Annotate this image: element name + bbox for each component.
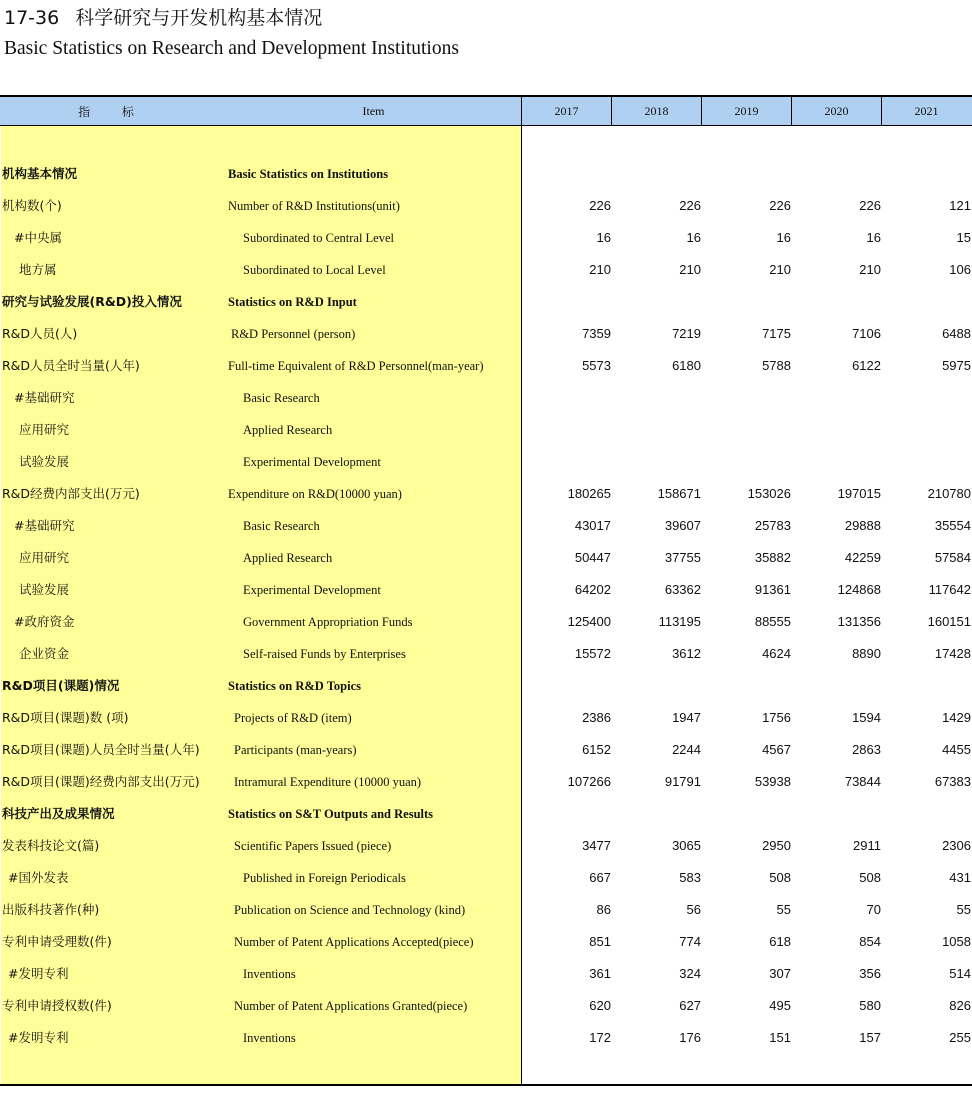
table-row	[0, 574, 972, 606]
value-cell-2018	[611, 158, 701, 190]
value-cell-2019	[701, 158, 791, 190]
item-en: Basic Statistics on Institutions	[228, 167, 389, 181]
table-row	[0, 798, 972, 830]
item-en: Participants (man-years)	[234, 743, 357, 757]
indicator-cn: 发表科技论文(篇)	[2, 838, 100, 853]
value-cell-2021	[881, 670, 971, 702]
value-cell-2021: 6488	[942, 326, 971, 341]
value-cell-2019: 55	[776, 902, 791, 917]
value-cell-2021	[881, 414, 971, 446]
value-cell-2020	[791, 414, 881, 446]
value-cell-2019: 16	[776, 230, 791, 245]
header-year-2018: 2018	[611, 97, 701, 125]
value-cell-2017: 7359	[582, 326, 611, 341]
value-cell-2018: 210	[679, 262, 701, 277]
value-cell-2017: 2386	[582, 710, 611, 725]
item-en: Number of R&D Institutions(unit)	[228, 199, 400, 213]
value-cell-2019: 35882	[754, 550, 791, 565]
item-en: Statistics on R&D Input	[228, 295, 357, 309]
value-cell-2021: 67383	[934, 774, 971, 789]
item-en: Publication on Science and Technology (kind)	[234, 903, 466, 917]
value-cell-2021: 55	[956, 902, 971, 917]
value-cell-2017	[521, 158, 611, 190]
value-cell-2017: 16	[596, 230, 611, 245]
value-cell-2019: 25783	[754, 518, 791, 533]
value-cell-2017: 210	[589, 262, 611, 277]
value-cell-2019	[701, 446, 791, 478]
indicator-cn: R&D项目(课题)人员全时当量(人年)	[2, 742, 200, 757]
indicator-cn: R&D项目(课题)经费内部支出(万元)	[2, 774, 200, 789]
value-cell-2017: 620	[589, 998, 611, 1013]
value-cell-2019: 88555	[754, 614, 791, 629]
indicator-cn: 专利申请受理数(件)	[2, 934, 112, 949]
value-cell-2020: 356	[859, 966, 881, 981]
value-cell-2020: 226	[859, 198, 881, 213]
value-cell-2018: 583	[679, 870, 701, 885]
value-cell-2019	[701, 286, 791, 318]
indicator-cn: 科技产出及成果情况	[2, 806, 115, 821]
table-row	[0, 638, 972, 670]
table-row	[0, 222, 972, 254]
item-en: Inventions	[243, 1031, 296, 1045]
indicator-cn: R&D项目(课题)数 (项)	[2, 710, 129, 725]
value-cell-2017: 180265	[567, 486, 611, 501]
value-cell-2018: 176	[679, 1030, 701, 1045]
value-cell-2020: 70	[866, 902, 881, 917]
value-cell-2018: 158671	[657, 486, 701, 501]
value-cell-2018	[611, 798, 701, 830]
value-cell-2021: 117642	[928, 582, 971, 597]
item-en: Number of Patent Applications Granted(piece)	[234, 999, 468, 1013]
value-cell-2019: 4624	[762, 646, 791, 661]
value-cell-2019: 53938	[754, 774, 791, 789]
value-cell-2019	[701, 670, 791, 702]
value-cell-2018: 37755	[664, 550, 701, 565]
indicator-cn: #国外发表	[8, 870, 69, 885]
value-cell-2018: 1947	[672, 710, 701, 725]
value-cell-2021	[881, 382, 971, 414]
item-en: Statistics on R&D Topics	[228, 679, 362, 693]
item-en: Inventions	[243, 967, 296, 981]
indicator-cn: 企业资金	[19, 646, 70, 661]
table-row	[0, 734, 972, 766]
value-cell-2019: 495	[769, 998, 791, 1013]
value-cell-2018: 16	[686, 230, 701, 245]
value-cell-2021: 5975	[942, 358, 971, 373]
header-indicator: 指 标	[78, 104, 148, 119]
item-en: Published in Foreign Periodicals	[243, 871, 406, 885]
value-cell-2020: 29888	[844, 518, 881, 533]
value-cell-2017: 226	[589, 198, 611, 213]
table-header-rule	[0, 125, 972, 126]
value-cell-2019: 151	[769, 1030, 791, 1045]
indicator-cn: R&D人员全时当量(人年)	[2, 358, 140, 373]
table-title-cn-text: 科学研究与开发机构基本情况	[75, 7, 323, 29]
value-cell-2021: 15	[956, 230, 971, 245]
table-row	[0, 254, 972, 286]
value-cell-2018: 226	[679, 198, 701, 213]
item-en: Scientific Papers Issued (piece)	[234, 839, 392, 853]
value-cell-2017	[521, 798, 611, 830]
indicator-cn: #政府资金	[14, 614, 75, 629]
item-en: Subordinated to Central Level	[243, 231, 395, 245]
table-row	[0, 894, 972, 926]
value-cell-2017: 6152	[582, 742, 611, 757]
indicator-cn: 专利申请授权数(件)	[2, 998, 112, 1013]
value-cell-2020: 8890	[852, 646, 881, 661]
value-cell-2018	[611, 414, 701, 446]
item-en: Experimental Development	[243, 583, 381, 597]
value-cell-2020: 124868	[837, 582, 881, 597]
value-cell-2018: 7219	[672, 326, 701, 341]
value-cell-2020	[791, 798, 881, 830]
value-cell-2020	[791, 158, 881, 190]
value-cell-2018: 2244	[672, 742, 701, 757]
indicator-cn: R&D项目(课题)情况	[2, 678, 120, 693]
value-cell-2019	[701, 382, 791, 414]
value-cell-2020	[791, 382, 881, 414]
value-cell-2017	[521, 286, 611, 318]
value-cell-2018: 3612	[672, 646, 701, 661]
value-cell-2021: 35554	[934, 518, 971, 533]
value-cell-2017: 125400	[567, 614, 611, 629]
item-en: Applied Research	[243, 551, 333, 565]
value-cell-2021: 1429	[942, 710, 971, 725]
value-cell-2021: 160151	[927, 614, 971, 629]
indicator-cn: 机构数(个)	[2, 198, 62, 213]
table-row	[0, 286, 972, 318]
value-cell-2017	[521, 414, 611, 446]
value-cell-2017: 107266	[567, 774, 611, 789]
table-row	[0, 702, 972, 734]
item-en: Number of Patent Applications Accepted(piece)	[234, 935, 474, 949]
indicator-cn: #基础研究	[14, 390, 75, 405]
value-cell-2017: 3477	[582, 838, 611, 853]
value-cell-2020: 580	[859, 998, 881, 1013]
item-en: Experimental Development	[243, 455, 381, 469]
item-en: Full-time Equivalent of R&D Personnel(man-year)	[228, 359, 484, 373]
value-cell-2019: 91361	[754, 582, 791, 597]
table-row	[0, 926, 972, 958]
value-cell-2018: 113195	[658, 614, 701, 629]
item-en: Basic Research	[243, 519, 320, 533]
item-en: Statistics on S&T Outputs and Results	[228, 807, 434, 821]
header-year-2019: 2019	[701, 97, 791, 125]
indicator-cn: #发明专利	[8, 1030, 69, 1045]
table-row	[0, 830, 972, 862]
indicator-cn: 应用研究	[19, 422, 70, 437]
item-en: R&D Personnel (person)	[231, 327, 356, 341]
value-cell-2017: 361	[589, 966, 611, 981]
value-cell-2020: 197015	[837, 486, 881, 501]
value-cell-2019: 7175	[762, 326, 791, 341]
value-cell-2019: 508	[769, 870, 791, 885]
value-cell-2021: 255	[949, 1030, 971, 1045]
value-cell-2018: 3065	[672, 838, 701, 853]
value-cell-2017: 50447	[574, 550, 611, 565]
value-cell-2020	[791, 670, 881, 702]
table-row	[0, 958, 972, 990]
value-cell-2019: 2950	[762, 838, 791, 853]
value-cell-2019: 1756	[762, 710, 791, 725]
table-row	[0, 542, 972, 574]
value-cell-2018: 91791	[664, 774, 701, 789]
value-cell-2017	[521, 446, 611, 478]
table-title-cn	[4, 5, 322, 31]
value-cell-2018: 63362	[664, 582, 701, 597]
value-cell-2020: 210	[859, 262, 881, 277]
value-cell-2019: 5788	[762, 358, 791, 373]
indicator-cn: #中央属	[14, 230, 62, 245]
table-row	[0, 670, 972, 702]
item-en: Self-raised Funds by Enterprises	[243, 647, 406, 661]
value-cell-2017: 15572	[574, 646, 611, 661]
item-en: Projects of R&D (item)	[234, 711, 352, 725]
value-cell-2018: 774	[679, 934, 701, 949]
value-cell-2018: 39607	[664, 518, 701, 533]
value-cell-2021	[881, 286, 971, 318]
value-cell-2018	[611, 446, 701, 478]
value-cell-2019: 4567	[762, 742, 791, 757]
table-bottom-rule	[0, 1084, 972, 1086]
value-cell-2021: 514	[949, 966, 971, 981]
header-item: Item	[362, 103, 385, 118]
value-cell-2020: 508	[859, 870, 881, 885]
indicator-cn: 试验发展	[19, 582, 70, 597]
header-year-2021: 2021	[881, 97, 971, 125]
table-row	[0, 862, 972, 894]
value-cell-2020: 6122	[852, 358, 881, 373]
indicator-cn: #基础研究	[14, 518, 75, 533]
indicator-cn: R&D人员(人)	[2, 326, 78, 341]
value-cell-2021: 17428	[934, 646, 971, 661]
value-cell-2017: 43017	[574, 518, 611, 533]
value-cell-2020: 42259	[844, 550, 881, 565]
table-row	[0, 478, 972, 510]
value-cell-2020: 131356	[837, 614, 881, 629]
item-en: Applied Research	[243, 423, 333, 437]
indicator-cn: 试验发展	[19, 454, 70, 469]
value-cell-2017: 64202	[574, 582, 611, 597]
value-cell-2021: 2306	[942, 838, 971, 853]
header-year-2020: 2020	[791, 97, 881, 125]
value-cell-2021: 1058	[942, 934, 971, 949]
value-cell-2021: 106	[949, 262, 971, 277]
value-cell-2021: 4455	[942, 742, 971, 757]
value-cell-2020: 2911	[853, 838, 881, 853]
table-row	[0, 190, 972, 222]
table-row	[0, 510, 972, 542]
value-cell-2021: 210780	[927, 486, 971, 501]
value-cell-2019	[701, 798, 791, 830]
value-cell-2021: 57584	[934, 550, 971, 565]
item-en: Expenditure on R&D(10000 yuan)	[228, 487, 402, 501]
value-cell-2019: 226	[769, 198, 791, 213]
value-cell-2020: 7106	[852, 326, 881, 341]
table-row	[0, 318, 972, 350]
value-cell-2019: 307	[769, 966, 791, 981]
value-cell-2018: 6180	[672, 358, 701, 373]
value-cell-2019: 210	[769, 262, 791, 277]
table-row	[0, 1022, 972, 1054]
indicator-cn: 研究与试验发展(R&D)投入情况	[2, 294, 182, 309]
indicator-cn: 应用研究	[19, 550, 70, 565]
value-cell-2017: 667	[589, 870, 611, 885]
table-row	[0, 766, 972, 798]
value-cell-2017: 86	[596, 902, 611, 917]
value-cell-2020: 1594	[852, 710, 881, 725]
table-row	[0, 158, 972, 190]
value-cell-2020: 2863	[852, 742, 881, 757]
item-en: Subordinated to Local Level	[243, 263, 386, 277]
value-cell-2017: 172	[589, 1030, 611, 1045]
value-cell-2017: 5573	[582, 358, 611, 373]
value-cell-2018	[611, 382, 701, 414]
indicator-cn: 地方属	[19, 262, 57, 277]
value-cell-2021	[881, 446, 971, 478]
value-cell-2017	[521, 382, 611, 414]
item-en: Intramural Expenditure (10000 yuan)	[234, 775, 422, 789]
value-cell-2020	[791, 286, 881, 318]
table-row	[0, 606, 972, 638]
indicator-cn: R&D经费内部支出(万元)	[2, 486, 140, 501]
table-number: 17-36	[4, 7, 60, 29]
item-en: Basic Research	[243, 391, 320, 405]
value-cell-2021	[881, 798, 971, 830]
value-cell-2020: 854	[859, 934, 881, 949]
value-cell-2020: 73844	[844, 774, 881, 789]
value-cell-2021: 121	[949, 198, 971, 213]
value-cell-2017: 851	[589, 934, 611, 949]
value-cell-2018: 56	[686, 902, 701, 917]
value-cell-2018	[611, 286, 701, 318]
indicator-cn: #发明专利	[8, 966, 69, 981]
table-row	[0, 382, 972, 414]
indicator-cn: 出版科技著作(种)	[2, 902, 100, 917]
value-cell-2019: 153026	[747, 486, 791, 501]
value-cell-2020: 16	[866, 230, 881, 245]
table-header	[0, 97, 972, 125]
value-cell-2020: 157	[859, 1030, 881, 1045]
value-cell-2018: 324	[679, 966, 701, 981]
value-cell-2021: 431	[949, 870, 971, 885]
indicator-cn: 机构基本情况	[2, 166, 78, 181]
value-cell-2019	[701, 414, 791, 446]
table-row	[0, 350, 972, 382]
table-row	[0, 414, 972, 446]
value-cell-2020	[791, 446, 881, 478]
header-year-2017: 2017	[521, 97, 611, 125]
table-row	[0, 990, 972, 1022]
table-body	[0, 158, 972, 1054]
value-cell-2017	[521, 670, 611, 702]
table-title-en: Basic Statistics on Research and Development Institutions	[4, 38, 459, 59]
value-cell-2021: 826	[949, 998, 971, 1013]
value-cell-2018: 627	[679, 998, 701, 1013]
value-cell-2019: 618	[769, 934, 791, 949]
item-en: Government Appropriation Funds	[243, 615, 413, 629]
table-row	[0, 446, 972, 478]
value-cell-2018	[611, 670, 701, 702]
value-cell-2021	[881, 158, 971, 190]
